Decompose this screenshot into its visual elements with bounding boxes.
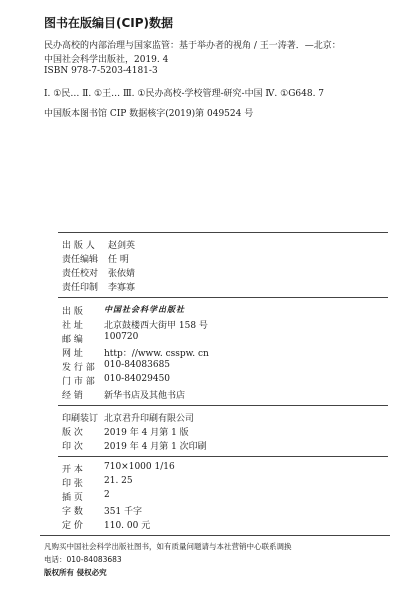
printing-label: 印刷装订 bbox=[62, 414, 99, 424]
printing-value: 2019 年 4 月第 1 次印刷 bbox=[104, 442, 207, 452]
copyright-notice: 版权所有 侵权必究 bbox=[44, 568, 107, 577]
quality-notice: 凡购买中国社会科学出版社图书，如有质量问题请与本社营销中心联系调换 bbox=[44, 542, 292, 551]
publisher-label: 社 址 bbox=[62, 321, 83, 331]
spec-row bbox=[62, 490, 110, 503]
divider bbox=[58, 405, 388, 406]
publisher-website: http：//www. csspw. cn bbox=[104, 349, 209, 359]
publisher-value: 010-84029450 bbox=[104, 374, 171, 384]
divider bbox=[40, 535, 390, 536]
spec-value: 351 千字 bbox=[104, 507, 143, 517]
printing-row bbox=[62, 411, 194, 424]
staff-row bbox=[62, 252, 129, 265]
publisher-value: 北京鼓楼西大街甲 158 号 bbox=[104, 321, 208, 331]
spec-label: 字 数 bbox=[62, 507, 83, 517]
publisher-value: 010-84083685 bbox=[104, 360, 171, 370]
publisher-row bbox=[62, 388, 185, 401]
printing-value: 北京君升印刷有限公司 bbox=[104, 414, 195, 424]
staff-value: 任 明 bbox=[108, 255, 129, 265]
spec-label: 开 本 bbox=[62, 465, 83, 475]
staff-row bbox=[62, 280, 135, 293]
spec-label: 插 页 bbox=[62, 493, 83, 503]
publisher-row bbox=[62, 332, 138, 345]
staff-row bbox=[62, 266, 135, 279]
printing-row bbox=[62, 425, 189, 438]
publisher-value: 100720 bbox=[104, 332, 139, 342]
printing-value: 2019 年 4 月第 1 版 bbox=[104, 428, 189, 438]
publisher-value: 新华书店及其他书店 bbox=[104, 391, 186, 401]
publisher-label: 经 销 bbox=[62, 391, 83, 401]
staff-label: 责任校对 bbox=[62, 269, 99, 279]
publisher-label: 邮 编 bbox=[62, 335, 83, 345]
spec-value: 21. 25 bbox=[104, 476, 133, 486]
publisher-name-logotype: 中国社会科学出版社 bbox=[104, 304, 185, 314]
staff-value: 李寡寡 bbox=[108, 283, 136, 293]
divider bbox=[58, 232, 388, 233]
service-phone: 电话：010-84083683 bbox=[44, 555, 122, 564]
spec-value: 2 bbox=[104, 490, 110, 500]
publisher-label: 门 市 部 bbox=[62, 377, 95, 387]
staff-row bbox=[62, 238, 135, 251]
spec-label: 定 价 bbox=[62, 521, 83, 531]
printing-label: 印 次 bbox=[62, 442, 83, 452]
spec-row bbox=[62, 504, 142, 517]
staff-label: 责任编辑 bbox=[62, 255, 99, 265]
divider bbox=[58, 297, 388, 298]
publisher-label: 发 行 部 bbox=[62, 363, 95, 373]
staff-value: 张依婧 bbox=[108, 269, 136, 279]
staff-value: 赵剑英 bbox=[108, 241, 136, 251]
cip-line-title: 民办高校的内部治理与国家监管：基于举办者的视角 / 王一涛著．—北京： bbox=[44, 41, 341, 51]
publisher-label: 出 版 bbox=[62, 307, 83, 317]
publisher-row bbox=[62, 374, 170, 387]
cip-line-cip-number: 中国版本图书馆 CIP 数据核字(2019)第 049524 号 bbox=[44, 109, 254, 119]
publisher-row bbox=[62, 304, 185, 317]
spec-label: 印 张 bbox=[62, 479, 83, 489]
spec-row bbox=[62, 518, 150, 531]
publisher-label: 网 址 bbox=[62, 349, 83, 359]
publisher-row bbox=[62, 346, 209, 359]
staff-label: 责任印制 bbox=[62, 283, 99, 293]
cip-line-publisher: 中国社会科学出版社，2019. 4 bbox=[44, 55, 169, 65]
cip-title: 图书在版编目(CIP)数据 bbox=[44, 16, 174, 30]
cip-line-isbn: ISBN 978-7-5203-4181-3 bbox=[44, 66, 158, 76]
staff-label: 出 版 人 bbox=[62, 241, 95, 251]
printing-row bbox=[62, 439, 207, 452]
divider bbox=[58, 456, 388, 457]
spec-value: 110. 00 元 bbox=[104, 521, 151, 531]
publisher-row bbox=[62, 318, 208, 331]
publisher-row bbox=[62, 360, 170, 373]
cip-line-classification: Ⅰ. ①民… Ⅱ. ①王… Ⅲ. ①民办高校-学校管理-研究-中国 Ⅳ. ①G648. 7 bbox=[44, 89, 325, 99]
spec-value: 710×1000 1/16 bbox=[104, 462, 175, 472]
spec-row bbox=[62, 476, 133, 489]
spec-row bbox=[62, 462, 175, 475]
printing-label: 版 次 bbox=[62, 428, 83, 438]
